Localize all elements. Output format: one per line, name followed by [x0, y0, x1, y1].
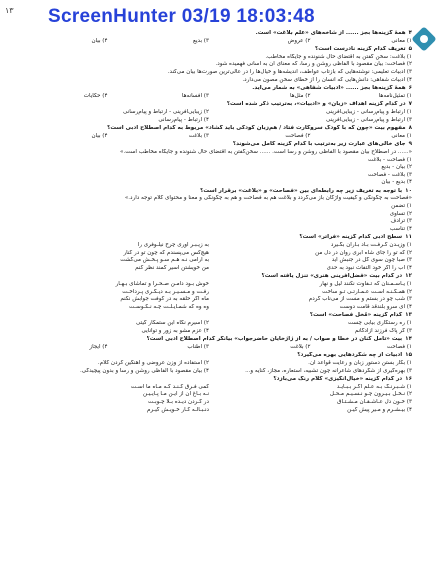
answer-option[interactable]: ۴) تناسب: [389, 225, 412, 232]
verse-line: کمی فـرق کـنـد کـه مـاه ما اسـت: [130, 383, 209, 390]
question-number: ۸: [408, 125, 412, 132]
question-number: ۵: [408, 46, 412, 53]
question-stem: [6, 352, 412, 360]
question-number: ۱۲: [405, 273, 412, 280]
question-number: ۱۵: [405, 352, 412, 359]
question-number: ۱۱: [405, 234, 412, 241]
verse-line: من خویشتن اسیر کمند نظر کنم: [135, 264, 209, 271]
question-stem: [6, 141, 412, 149]
answer-option[interactable]: ۱) شـبـرنـگ بـه عـلم اگـر بـبـایـد: [336, 383, 412, 390]
verse-line: وه وه که شمـایـلـت چـه نـکـوسـت: [129, 303, 209, 310]
question-text: همهٔ گزینه‌ها بجز ...... «ادبیات شفاهی» به شمار می‌آید.: [252, 85, 406, 92]
question-text: سطح ادبی کدام گزینه «فراتر» است؟: [299, 234, 403, 241]
answer-option[interactable]: ۲) بلاغت: [290, 343, 311, 350]
answer-option[interactable]: ۳) صبا چون سوی گل در جنبش آید: [331, 257, 412, 264]
answer-option[interactable]: ۳) بدیع: [192, 37, 209, 44]
answer-option[interactable]: ۱) یـاسـمـنان که تـفاوت نکنند لیل و نهار: [319, 281, 412, 287]
answer-option[interactable]: ۴) حکایات: [83, 92, 108, 99]
question-item: [6, 46, 412, 84]
question-number: ۷: [408, 101, 412, 108]
answer-option[interactable]: ۱) وزیـدن گـرفـت بـاد بـاران بگـیرد: [330, 242, 412, 249]
answer-option[interactable]: ۲) عروض: [287, 37, 311, 44]
question-stem: [6, 101, 412, 109]
answer-option[interactable]: ۱) بلاغت: سخن گفتن به اقتضای حال شنونده و جایگاه مخاطب.: [265, 53, 412, 60]
answer-option[interactable]: ۱) تمثیل‌نامه‌ها: [378, 92, 412, 99]
answer-option[interactable]: ۱) ره رستگاری بیابی چست: [347, 319, 412, 326]
question-stem: [6, 376, 412, 384]
question-item: [6, 141, 412, 187]
verse-line: به زیـبـر آوری چرخ نیلـوفری را: [137, 242, 209, 249]
question-text: در کدام بیت «فضل‌آفرینی هنری» تنزل یافته است؟: [261, 273, 403, 280]
question-text: بیت «تأمل کنان در خطا و صواب / به از ژاژخایان حاضرجواب» بیانگر کدام اصطلاح ادبی است؟: [146, 336, 403, 343]
answer-option[interactable]: ۴) آب را اگر خود التفات نبود به حدی: [326, 264, 412, 271]
question-item: [6, 125, 412, 140]
question-text: جای خالی‌های عبارت زیر به‌ترتیب با کدام گزینه کامل می‌شوند؟: [232, 141, 406, 148]
answer-option[interactable]: ۲) نـخـل بـیـرون چـو نـسـیـم مـحـل: [329, 391, 412, 398]
verse-line: نـه بـاغ آن از ایـن مـا پـایـیـن: [142, 391, 209, 398]
question-item: [6, 30, 412, 45]
question-text: در کدام گزینه اهداف «زبان» و «ادبیات»، به‌ترتیب ذکر شده است؟: [226, 101, 406, 108]
answer-option[interactable]: ۳) ادبیات تعلیمی: نوشته‌هایی که بازتاب عواطف، اندیشه‌ها و خیال‌ها را در عالی‌ترین صورت‌ها بیان می‌کند.: [167, 68, 412, 75]
question-stem: [6, 85, 412, 93]
answer-option[interactable]: ۴) ایجاز: [89, 343, 108, 350]
answer-option[interactable]: ۳) خـون دل عـاشـقـان مـشـتـاق: [337, 398, 412, 405]
question-item: [6, 312, 412, 335]
question-list: [6, 30, 412, 415]
verse-line: خوش بـود دامـن صـحـرا و تماشای بـهـار: [115, 281, 209, 287]
answer-option[interactable]: ۱) بکار بستن دستور زبان و رعایت قواعد آن.: [308, 359, 412, 366]
answer-option[interactable]: ۲) فصاحت: [285, 132, 311, 139]
answer-option[interactable]: ۳) بلاغت: [188, 132, 209, 139]
answer-option[interactable]: ۱) ارتباط و پیام‌رسانی - زیبایی‌آفرینی: [325, 108, 412, 115]
question-text: ادبیات از چه شگردهایی بهره می‌گیرد؟: [297, 352, 403, 359]
answer-option[interactable]: ۲) همـگـنـه آسـت عـمـارتـی تـو ساخت: [322, 288, 412, 295]
answer-option[interactable]: ۳) اطناب: [187, 343, 209, 350]
question-number: ۱۰: [405, 187, 412, 194]
verse-line: در گـردن دیـده بـلا چـوبـت: [147, 398, 209, 405]
answer-option[interactable]: ۲) اسیرم نگاه این ستمکار گیتی: [135, 319, 209, 326]
answer-option[interactable]: ۳) گر پاک فرزند آزادگانم: [354, 327, 412, 334]
question-item: [6, 234, 412, 272]
question-number: ۴: [408, 30, 412, 36]
answer-option[interactable]: ۴) بدیع - بیان: [381, 179, 412, 186]
answer-option[interactable]: ۴) بیان: [91, 132, 108, 139]
answer-option[interactable]: ۱) معانی: [391, 37, 412, 44]
question-item: [6, 85, 412, 100]
question-number: ۱۳: [405, 312, 412, 319]
question-item: [6, 188, 412, 234]
answer-option[interactable]: ۴) عزم مشو به زور و توانایی: [141, 327, 209, 334]
verse-line: به آرامی نـه هـم سـو پـخـش می‌گشت: [120, 257, 209, 264]
answer-option[interactable]: ۴) بیان مقصود با الفاظی روشن و رسا و بدون پیچیدگی.: [80, 367, 209, 374]
question-stem: [6, 273, 412, 281]
question-stem: [6, 336, 412, 344]
question-item: [6, 336, 412, 351]
question-item: [6, 376, 412, 414]
question-text: همهٔ گزینه‌ها بجز ...... از شاخه‌های «علم بلاغت» است.: [255, 30, 406, 36]
answer-option[interactable]: ۴) ای سرو بلندقد قامت دوست: [339, 303, 412, 310]
answer-option[interactable]: ۳) ارتباط و پیام‌رسانی - زیبایی‌آفرینی: [325, 116, 412, 123]
answer-option[interactable]: ۲) بیان - بدیع: [381, 164, 412, 171]
answer-option[interactable]: «...... در اصطلاح بیان مقصود با الفاظی روشن و رسا است. ...... سخن‌گفتن به اقتضای حال شنونده و جایگاه مخاطب است.»: [120, 148, 412, 155]
answer-option[interactable]: ۴) بیان: [91, 37, 108, 44]
answer-option[interactable]: ۱) تضمن: [391, 203, 412, 210]
publisher-logo-icon: [408, 26, 436, 53]
verse-line: هیچ‌کس می‌پسندم که چون تو در کنار: [123, 249, 209, 256]
question-number: ۹: [408, 141, 412, 148]
question-item: [6, 273, 412, 311]
answer-option[interactable]: ۲) زیبایی‌آفرینی - ارتباط و پیام‌رسانی: [122, 108, 209, 115]
answer-option[interactable]: ۴) ارتباط - پیام‌رسانی: [158, 116, 209, 123]
question-stem: [6, 30, 412, 38]
answer-option[interactable]: ۴) بیـشـرم و مـیر پیش کیـن: [347, 406, 412, 413]
question-number: ۶: [408, 85, 412, 92]
answer-option[interactable]: ۲) تساوی: [389, 210, 412, 217]
page-number: ۱۳: [5, 6, 14, 15]
answer-option[interactable]: ۳) بلاغت - فصاحت: [367, 171, 412, 178]
question-number: ۱۶: [405, 376, 412, 383]
question-text: با توجه به تعریف زیر چه رابطه‌ای بین «فصاحت» و «بلاغت» برقرار است؟: [200, 187, 403, 194]
question-stem: [6, 312, 412, 320]
question-text: مفهوم بیت «چون که با کودک سروکارت فتاد / هم‌زبان کودکی باید گشاد» مربوط به کدام اصطلاح ادبی است؟: [107, 125, 406, 132]
question-text: در کدام گزینه «خیال‌انگیزی» کلام رنگ می‌بازد؟: [273, 376, 403, 383]
answer-option[interactable]: ۴) ادبیات شفاهی: دانش‌هایی که انسان را از خطای سخن مصون می‌دارد.: [242, 76, 412, 83]
answer-option[interactable]: ۲) که تو را جای شاه ابری روان در دل من: [315, 249, 412, 256]
answer-option[interactable]: ۳) شب چو در بستم و مست از می‌ناب گردم: [308, 296, 412, 303]
answer-option[interactable]: ۳) افسانه‌ها: [181, 92, 209, 99]
verse-line: دنـبـالـه کـار خـویـش گیـرم: [147, 406, 209, 413]
answer-option[interactable]: ۲) فصاحت: بیان مقصود با الفاظی روشن و رسا، که معنای آن به آسانی فهمیده شود.: [215, 61, 412, 68]
answer-option[interactable]: ۱) فصاحت: [386, 343, 412, 350]
answer-option[interactable]: ۳) بهره‌گیری از شگردهای شاعرانه چون تشبیه، استعاره، مجاز، کنایه و...: [245, 367, 412, 374]
question-stem: [6, 46, 412, 54]
answer-option[interactable]: ۱) فصاحت - بلاغت: [367, 156, 412, 163]
question-number: ۱۴: [405, 336, 412, 343]
question-stem: [6, 125, 412, 133]
answer-option[interactable]: ۳) ترادف: [390, 218, 412, 225]
question-text: کدام گزینه «مُخلّ فصاحت» است؟: [309, 312, 403, 319]
question-item: [6, 352, 412, 375]
question-text: تعریف کدام گزینه نادرست است؟: [314, 46, 406, 53]
answer-option[interactable]: ۱) معانی: [391, 132, 412, 139]
screenhunter-timestamp: ScreenHunter 03/19 18:03:48: [48, 6, 315, 27]
verse-line: رفـت و مـسـیـر بـه دیـگـری پـرداخـت: [122, 288, 209, 295]
question-item: [6, 101, 412, 124]
answer-option[interactable]: ۲) استفاده از وزن عروضی و آهنگین کردن کلام.: [97, 359, 209, 366]
verse-line: ماه اگر حلقه به در کوفت جوابش نکنم: [120, 296, 209, 303]
question-stem: [6, 234, 412, 242]
question-stem: [6, 188, 412, 196]
answer-option[interactable]: «فصاحت به چگونگی و کیفیت واژگان باز می‌گردد و بلاغت هم به فصاحت و هم به چگونگی و معنا و محتوای کلام توجه دارد.»: [124, 195, 412, 202]
answer-option[interactable]: ۲) مثل‌ها: [289, 92, 311, 99]
